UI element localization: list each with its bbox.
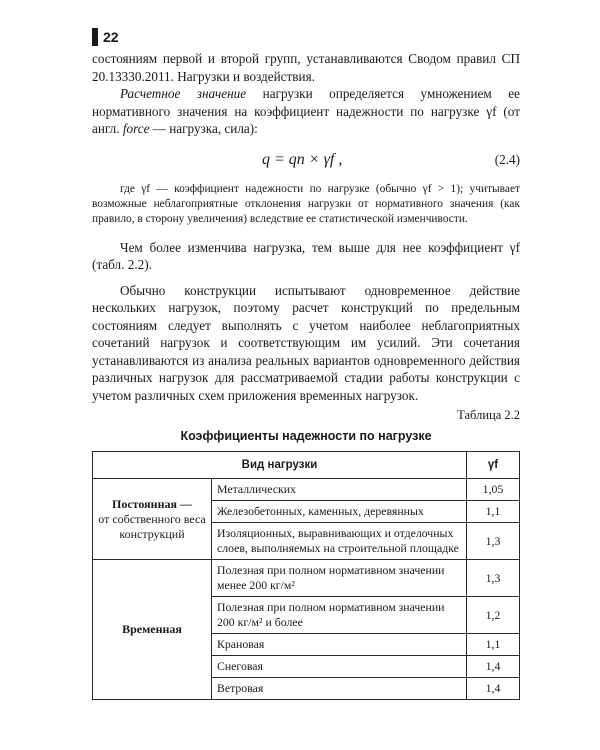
- row-description: Ветровая: [212, 678, 467, 700]
- table-title: Коэффициенты надежности по нагрузке: [180, 429, 432, 443]
- header-load-type: Вид нагрузки: [93, 452, 467, 479]
- paragraph-1: состояниям первой и второй групп, устанавливаются Сводом правил СП 20.13330.2011. Нагрузки и воздействия.: [92, 51, 520, 84]
- paragraph-2-text: нагрузки определяется умножением ее нормативного значения на коэффициент надежности по нагрузке γf (от англ.: [92, 86, 520, 136]
- row-description: Полезная при полном нормативном значении 200 кг/м² и более: [212, 597, 467, 634]
- page-number-text: 22: [103, 29, 119, 45]
- row-coefficient: 1,3: [467, 523, 520, 560]
- header-coefficient: γf: [467, 452, 520, 479]
- group-temporary-title: Временная: [122, 622, 182, 636]
- formula-note: где γf — коэффициент надежности по нагрузке (обычно γf > 1); учитывает возможные неблагоприятные отклонения нагрузки от нормативного значения (как правило, в сторону увеличения) вследствие ее статистической изменчивости.: [92, 182, 520, 225]
- row-description: Металлических: [212, 479, 467, 501]
- formula-2-4: [92, 138, 520, 182]
- paragraph-3: Чем более изменчива нагрузка, тем выше для нее коэффициент γf (табл. 2.2).: [92, 239, 520, 272]
- row-description: Снеговая: [212, 656, 467, 678]
- group-permanent-subtitle: от собственного веса конструкций: [98, 511, 206, 541]
- group-permanent: [93, 479, 212, 560]
- load-factors-table: [92, 451, 520, 700]
- table-header-row: [93, 452, 520, 479]
- row-coefficient: 1,2: [467, 597, 520, 634]
- paragraph-2-end: — нагрузка, сила):: [149, 121, 258, 136]
- term-design-value: Расчетное значение: [120, 86, 247, 101]
- row-coefficient: 1,4: [467, 656, 520, 678]
- table-row: [93, 479, 520, 501]
- table-row: [93, 560, 520, 597]
- row-coefficient: 1,05: [467, 479, 520, 501]
- row-coefficient: 1,1: [467, 634, 520, 656]
- table-reference: Таблица 2.2: [457, 408, 520, 422]
- formula-number: (2.4): [494, 151, 520, 167]
- group-permanent-title: Постоянная —: [112, 496, 192, 511]
- page: [92, 28, 520, 700]
- term-force: force: [122, 121, 150, 136]
- row-description: Железобетонных, каменных, деревянных: [212, 501, 467, 523]
- group-temporary: [93, 560, 212, 700]
- page-marker-bar: [92, 28, 98, 46]
- row-coefficient: 1,4: [467, 678, 520, 700]
- paragraph-4: Обычно конструкции испытывают одновременное действие нескольких нагрузок, поэтому расчет конструкций по предельным состояниям следует выполнять с учетом наиболее неблагоприятных сочетаний нагрузок и соответствующим им усилий. Эти сочетания устанавливаются из анализа реальных вариантов одновременного действия различных нагрузок для рассматриваемой стадии работы конструкции с учетом различных схем приложения временных нагрузок.: [92, 282, 520, 403]
- row-coefficient: 1,3: [467, 560, 520, 597]
- row-description: Крановая: [212, 634, 467, 656]
- paragraph-2: [92, 85, 520, 138]
- row-description: Изоляционных, выравнивающих и отделочных слоев, выполняемых на строительной площадке: [212, 523, 467, 560]
- row-coefficient: 1,1: [467, 501, 520, 523]
- formula-expression: q = qn × γf ,: [262, 150, 343, 168]
- row-description: Полезная при полном нормативном значении менее 200 кг/м²: [212, 560, 467, 597]
- page-number: [92, 28, 520, 46]
